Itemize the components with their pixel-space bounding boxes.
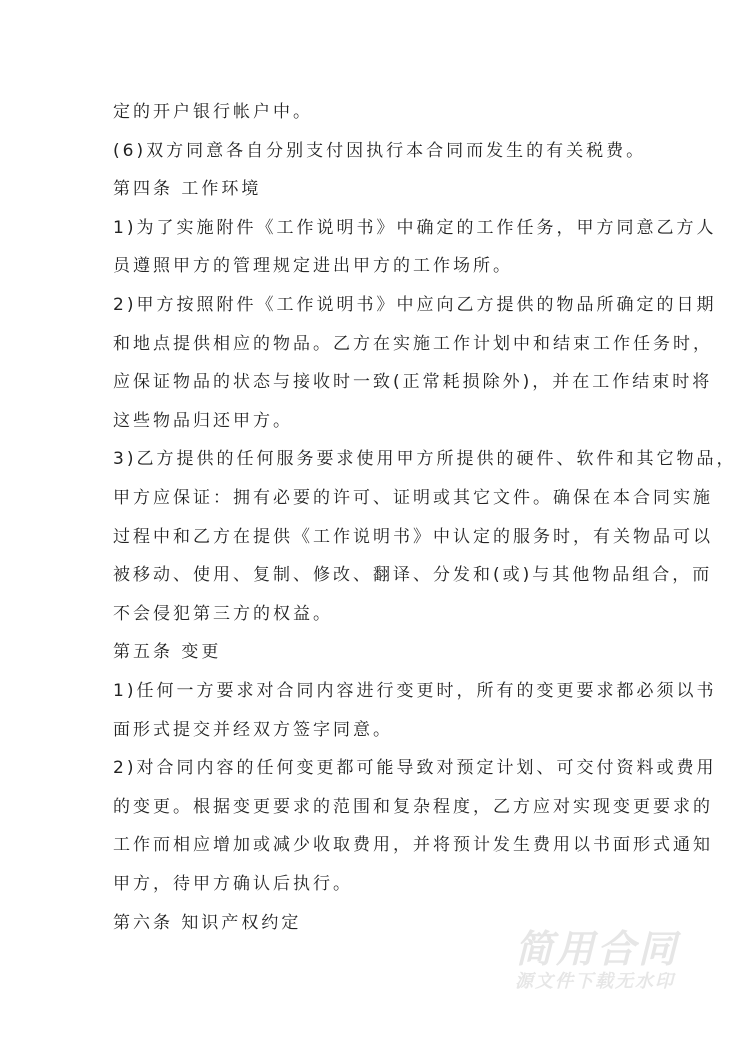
paragraph-line: 工作而相应增加或减少收取费用，并将预计发生费用以书面形式通知 xyxy=(113,835,713,856)
watermark-title: 简用合同 xyxy=(515,927,680,971)
paragraph-line: 1)任何一方要求对合同内容进行变更时，所有的变更要求都必须以书 xyxy=(113,681,717,701)
paragraph-line: 不会侵犯第三方的权益。 xyxy=(113,603,333,624)
paragraph-line: 这些物品归还甲方。 xyxy=(113,410,293,431)
paragraph-line: 的变更。根据变更要求的范围和复杂程度，乙方应对实现变更要求的 xyxy=(113,796,713,817)
paragraph-line: 被移动、使用、复制、修改、翻译、分发和(或)与其他物品组合，而 xyxy=(113,565,713,586)
paragraph-line: 1)为了实施附件《工作说明书》中确定的工作任务，甲方同意乙方人 xyxy=(113,217,717,238)
paragraph-line: 和地点提供相应的物品。乙方在实施工作计划中和结束工作任务时， xyxy=(113,333,713,354)
paragraph-line: (6)双方同意各自分别支付因执行本合同而发生的有关税费。 xyxy=(113,140,647,161)
paragraph-line: 过程中和乙方在提供《工作说明书》中认定的服务时，有关物品可以 xyxy=(113,526,713,547)
paragraph-line: 员遵照甲方的管理规定进出甲方的工作场所。 xyxy=(113,256,513,277)
section-heading: 第四条 工作环境 xyxy=(113,179,262,200)
paragraph-line: 2)对合同内容的任何变更都可能导致对预定计划、可交付资料或费用 xyxy=(113,758,717,779)
section-heading: 第五条 变更 xyxy=(113,642,222,663)
paragraph-line: 甲方应保证：拥有必要的许可、证明或其它文件。确保在本合同实施 xyxy=(113,488,713,508)
watermark-subtitle: 源文件下载无水印 xyxy=(515,971,675,992)
paragraph-line: 面形式提交并经双方签字同意。 xyxy=(113,719,393,740)
paragraph-line: 定的开户银行帐户中。 xyxy=(113,102,313,122)
paragraph-line: 3)乙方提供的任何服务要求使用甲方所提供的硬件、软件和其它物品， xyxy=(113,449,737,470)
paragraph-line: 甲方，待甲方确认后执行。 xyxy=(113,874,353,894)
paragraph-line: 应保证物品的状态与接收时一致(正常耗损除外)，并在工作结束时将 xyxy=(113,372,713,393)
paragraph-line: 2)甲方按照附件《工作说明书》中应向乙方提供的物品所确定的日期 xyxy=(113,295,717,315)
section-heading: 第六条 知识产权约定 xyxy=(113,912,302,933)
